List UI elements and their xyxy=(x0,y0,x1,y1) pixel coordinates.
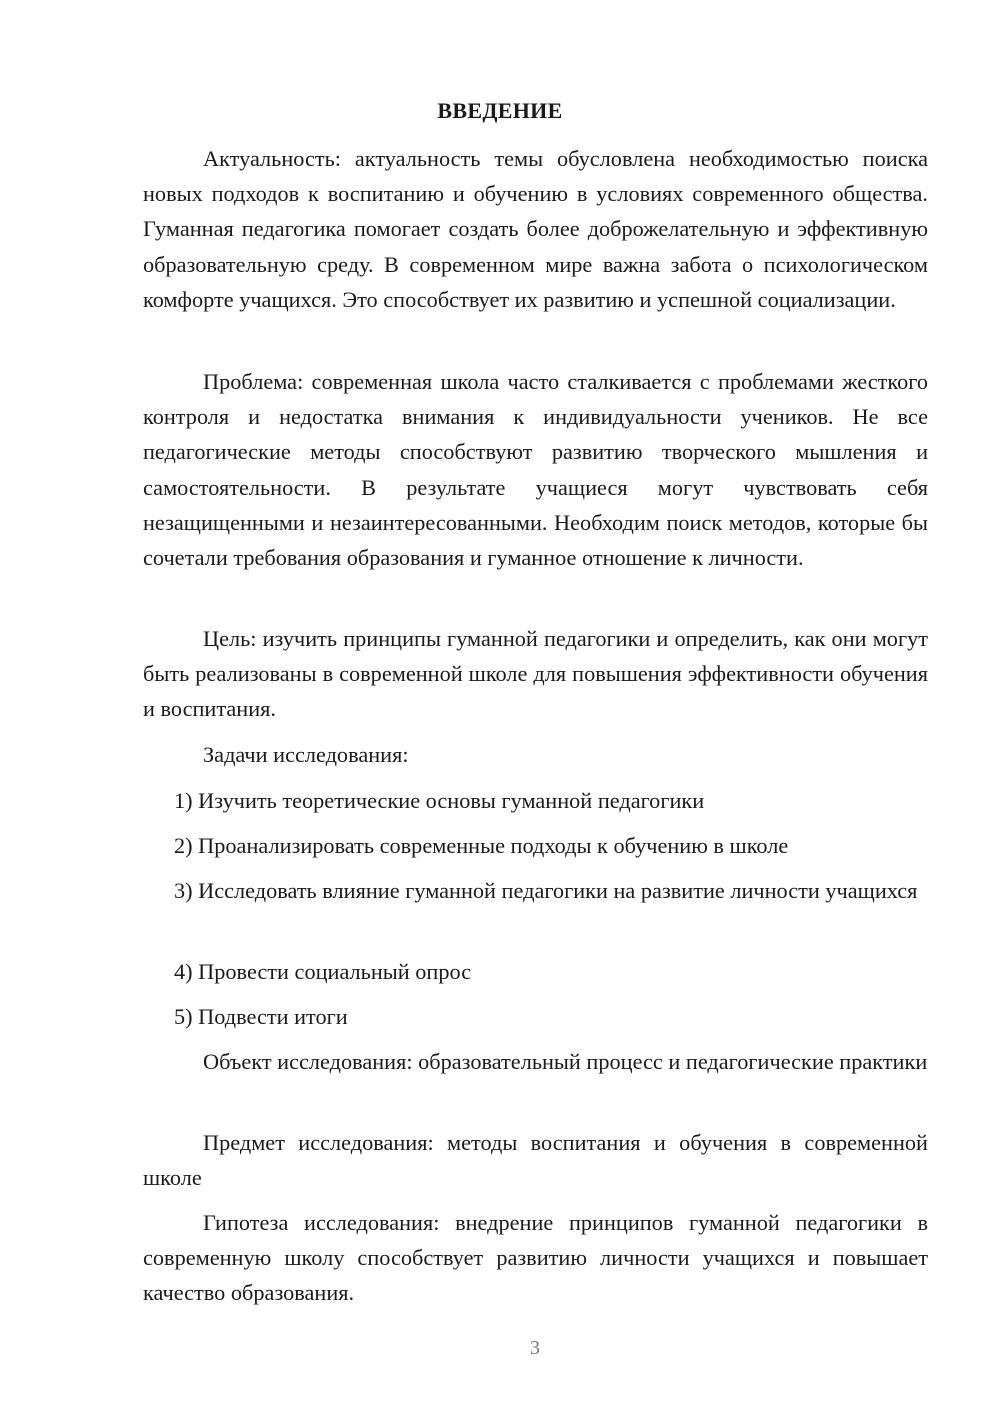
task-item-4: 4) Провести социальный опрос xyxy=(174,959,472,984)
paragraph-relevance: Актуальность: актуальность темы обусловлена необходимостью поиска новых подходов к воспитанию и обучению в условиях современного общества. Гуманная педагогика помогает создать более доброжелательную и эффективную образовательную среду. В современном мире важна забота о психологическом комфорте учащихся. Это способствует их развитию и успешной социализации. xyxy=(143,146,928,312)
page-number: 3 xyxy=(530,1337,540,1359)
page-title: ВВЕДЕНИЕ xyxy=(437,98,563,123)
tasks-title: Задачи исследования: xyxy=(203,742,409,767)
paragraph-hypothesis: Гипотеза исследования: внедрение принципов гуманной педагогики в современную школу способствует развитию личности учащихся и повышает качество образования. xyxy=(143,1210,928,1306)
task-item-1: 1) Изучить теоретические основы гуманной педагогики xyxy=(174,788,705,813)
task-item-5: 5) Подвести итоги xyxy=(174,1004,348,1029)
paragraph-problem: Проблема: современная школа часто сталкивается с проблемами жесткого контроля и недостатка внимания к индивидуальности учеников. Не все педагогические методы способствуют развитию творческого мышления и самостоятельности. В результате учащиеся могут чувствовать себя незащищенными и незаинтересованными. Необходим поиск методов, которые бы сочетали требования образования и гуманное отношение к личности. xyxy=(143,369,928,571)
paragraph-subject: Предмет исследования: методы воспитания и обучения в современной школе xyxy=(143,1130,928,1191)
task-item-2: 2) Проанализировать современные подходы к обучению в школе xyxy=(174,833,789,858)
paragraph-object: Объект исследования: образовательный процесс и педагогические практики xyxy=(203,1049,928,1074)
paragraph-goal: Цель: изучить принципы гуманной педагогики и определить, как они могут быть реализованы в современной школе для повышения эффективности обучения и воспитания. xyxy=(143,626,928,722)
task-item-3: 3) Исследовать влияние гуманной педагогики на развитие личности учащихся xyxy=(174,878,918,903)
